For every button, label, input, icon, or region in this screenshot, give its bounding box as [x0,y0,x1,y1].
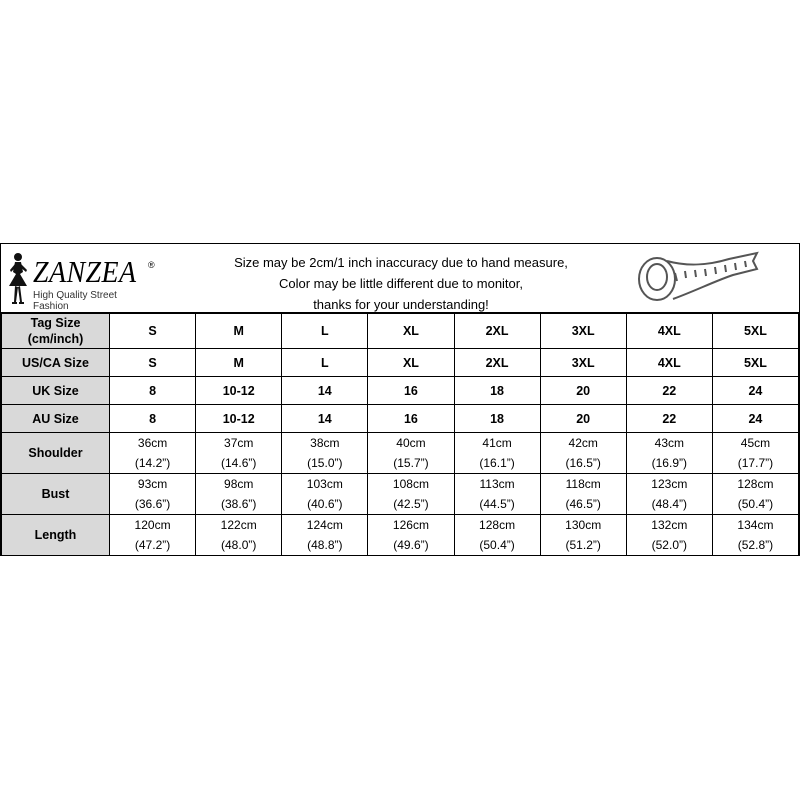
measurement-inch: (50.4”) [479,538,515,552]
table-row [2,314,799,349]
size-cell: 14 [282,405,368,433]
measurement-cell [454,433,540,474]
measurement-inch: (16.5”) [565,456,601,470]
size-cell: L [282,314,368,349]
measurement-inch: (46.5”) [565,497,601,511]
row-header-line: Length [34,528,77,542]
row-header-line: US/CA Size [22,355,89,370]
row-header-line: UK Size [32,383,79,398]
measurement-cell [110,474,196,515]
table-row [2,405,799,433]
measurement-inch: (48.0”) [221,538,257,552]
table-row [2,349,799,377]
size-cell: 20 [540,377,626,405]
measurement-inch: (15.7”) [393,456,429,470]
size-cell: 24 [712,377,798,405]
measurement-inch: (14.2”) [134,456,171,470]
size-cell: S [110,314,196,349]
measurement-notice [201,252,601,315]
measurement-cm: 122cm [220,518,257,532]
measurement-cm: 132cm [651,518,688,532]
measurement-cm: 41cm [482,436,512,450]
measurement-cell [196,515,282,556]
notice-line-3: thanks for your understanding! [313,297,489,312]
measurement-inch: (36.6”) [134,497,171,511]
measurement-cell [196,433,282,474]
chart-banner [1,244,799,313]
size-cell: 24 [712,405,798,433]
table-row [2,515,799,556]
measurement-cell [712,474,798,515]
row-header [2,405,110,433]
measurement-cm: 37cm [224,436,254,450]
measurement-cm: 130cm [565,518,602,532]
measurement-cm: 43cm [654,436,684,450]
size-cell: 10-12 [196,405,282,433]
measurement-cell [368,474,454,515]
size-cell: 22 [626,377,712,405]
size-cell: 16 [368,405,454,433]
measurement-inch: (15.0”) [307,456,343,470]
row-header [2,314,110,349]
registered-mark: ® [148,260,155,270]
size-cell: 22 [626,405,712,433]
measurement-inch: (48.4”) [651,497,687,511]
size-cell: 8 [110,377,196,405]
row-header [2,474,110,515]
size-cell: L [282,349,368,377]
measurement-inch: (40.6”) [307,497,343,511]
size-cell: S [110,349,196,377]
measurement-inch: (47.2”) [134,538,171,552]
measurement-inch: (52.8”) [737,538,774,552]
size-cell: 10-12 [196,377,282,405]
size-cell: M [196,314,282,349]
table-row [2,474,799,515]
size-cell: 5XL [712,349,798,377]
size-cell: 4XL [626,349,712,377]
measurement-cm: 38cm [310,436,340,450]
measurement-cm: 113cm [479,477,515,491]
size-cell: 3XL [540,349,626,377]
size-cell: 3XL [540,314,626,349]
measurement-cm: 128cm [737,477,774,491]
measurement-cm: 103cm [306,477,343,491]
measurement-inch: (48.8”) [307,538,343,552]
row-header [2,433,110,474]
measurement-inch: (17.7”) [737,456,774,470]
row-header-line: Shoulder [28,446,83,460]
measuring-tape-icon [629,251,764,306]
measurement-cell [110,433,196,474]
measurement-cm: 124cm [306,518,343,532]
measurement-cell [368,515,454,556]
size-cell: XL [368,314,454,349]
row-header-line: Bust [41,487,70,501]
size-cell: 4XL [626,314,712,349]
measurement-cm: 128cm [479,518,516,532]
measurement-inch: (16.1”) [479,456,515,470]
measurement-inch: (44.5”) [479,497,515,511]
measurement-cm: 42cm [568,436,598,450]
notice-line-2: Color may be little different due to monitor, [279,276,523,291]
size-cell: 18 [454,377,540,405]
measurement-cell [540,433,626,474]
measurement-cell [282,433,368,474]
measurement-inch: (52.0”) [651,538,687,552]
size-cell: 5XL [712,314,798,349]
table-row [2,433,799,474]
brand-tagline: High Quality Street Fashion [33,290,117,312]
measurement-cell [540,515,626,556]
measurement-cell [282,515,368,556]
notice-line-1: Size may be 2cm/1 inch inaccuracy due to hand measure, [234,255,568,270]
row-header-line: Tag Size [30,316,81,330]
measurement-cell [712,515,798,556]
size-cell: 2XL [454,314,540,349]
measurement-cell [196,474,282,515]
measurement-cm: 120cm [134,518,171,532]
measurement-inch: (51.2”) [565,538,601,552]
measurement-inch: (50.4”) [737,497,774,511]
size-cell: 2XL [454,349,540,377]
size-chart [0,243,800,556]
size-cell: XL [368,349,454,377]
table-row [2,377,799,405]
size-cell: 8 [110,405,196,433]
row-header [2,349,110,377]
measurement-cm: 93cm [137,477,168,491]
measurement-cell [110,515,196,556]
measurement-cm: 98cm [224,477,254,491]
brand-name: ZANZEA [33,254,137,289]
row-header-line: AU Size [32,411,79,426]
measurement-inch: (38.6”) [221,497,257,511]
row-header [2,377,110,405]
measurement-cell [454,515,540,556]
measurement-cm: 123cm [651,477,688,491]
size-cell: 14 [282,377,368,405]
measurement-cell [282,474,368,515]
size-cell: 18 [454,405,540,433]
size-cell: 20 [540,405,626,433]
brand-logo [5,250,155,312]
measurement-inch: (42.5”) [393,497,429,511]
row-header-line: (cm/inch) [27,332,84,346]
measurement-cm: 118cm [565,477,601,491]
measurement-cell [368,433,454,474]
size-table [1,313,799,556]
woman-silhouette-icon [5,250,31,306]
measurement-inch: (14.6”) [221,456,257,470]
measurement-cell [626,433,712,474]
size-cell: M [196,349,282,377]
measurement-inch: (16.9”) [651,456,687,470]
measurement-cm: 134cm [737,518,774,532]
measurement-cm: 126cm [392,518,429,532]
size-cell: 16 [368,377,454,405]
measurement-inch: (49.6”) [393,538,429,552]
measurement-cell [540,474,626,515]
row-header [2,515,110,556]
measurement-cell [712,433,798,474]
measurement-cm: 108cm [392,477,429,491]
measurement-cm: 45cm [740,436,771,450]
measurement-cm: 36cm [137,436,168,450]
measurement-cell [454,474,540,515]
measurement-cell [626,474,712,515]
measurement-cell [626,515,712,556]
measurement-cm: 40cm [396,436,426,450]
